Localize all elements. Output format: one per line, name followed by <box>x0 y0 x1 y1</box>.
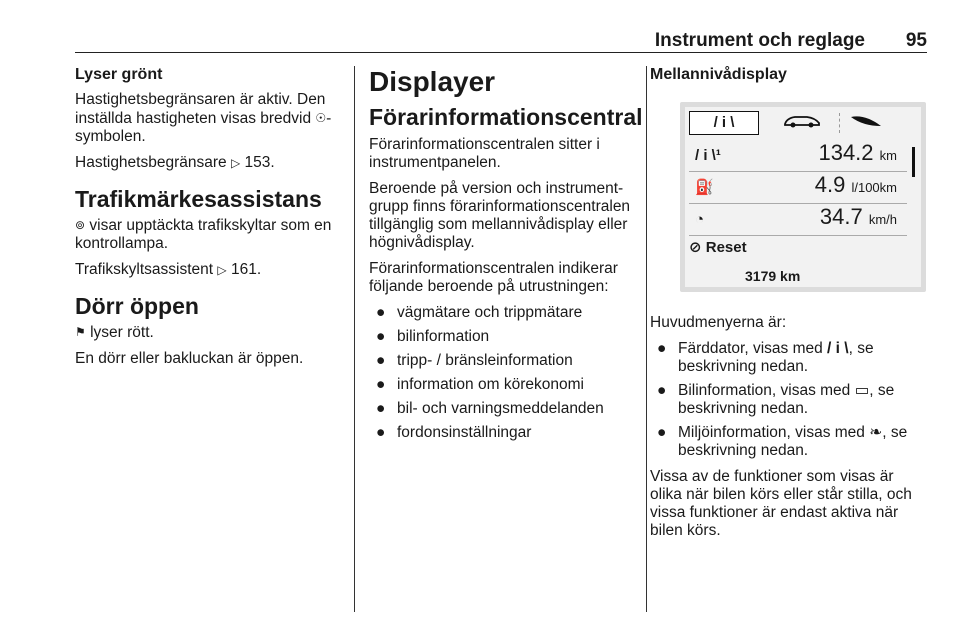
list-item: ● fordonsinställningar <box>376 424 532 441</box>
main-menu-list <box>650 340 928 460</box>
feature-list <box>369 304 637 442</box>
list-item: ● Färddator, visas med / i \, se beskrivning nedan. <box>657 340 874 375</box>
bullet: ● <box>376 424 386 441</box>
trip-icon: / i \¹ <box>695 147 721 164</box>
bullet: ● <box>657 424 667 441</box>
speed-limiter-icon: ☉ <box>315 111 327 125</box>
column-1 <box>75 66 343 376</box>
bullet: ● <box>376 352 386 369</box>
list-item: ● bilinformation <box>376 328 490 345</box>
column-2 <box>369 66 643 450</box>
paragraph: Vissa av de funktioner som visas är olika när bilen körs eller står stilla, och vissa funktioner är endast aktiva när bilen körs. <box>650 468 912 539</box>
list-item: ● bil- och varningsmeddelanden <box>376 400 604 417</box>
column-divider-2 <box>646 66 647 612</box>
heading-mellanniva: Mellannivådisplay <box>650 66 787 83</box>
paragraph: Förarinformationscentralen indikerar följande beroende på utrustningen: <box>369 260 618 295</box>
chapter-title: Instrument och reglage <box>654 30 865 51</box>
display-row-distance: / i \¹ 134.2 km <box>689 141 907 172</box>
list-item: ● Bilinformation, visas med ▭, se beskrivning nedan. <box>657 382 895 417</box>
paragraph: Trafikskyltsassistent ▷ 161. <box>75 261 262 278</box>
trip-distance-value: 134.2 <box>818 140 874 165</box>
display-scrollbar <box>912 147 915 177</box>
check-icon: ⊘ <box>689 239 702 256</box>
paragraph: Beroende på version och instrumentgrupp finns förarinformationscentralen tillgänglig som mellannivådisplay eller högnivådisplay. <box>369 180 631 251</box>
bullet: ● <box>376 304 386 321</box>
door-open-icon: ⚑ <box>75 325 86 339</box>
bullet: ● <box>657 340 667 357</box>
list-item: ● tripp- / bränsleinformation <box>376 352 573 369</box>
column-divider-1 <box>354 66 355 612</box>
leaf-icon <box>849 114 883 133</box>
paragraph: Förarinformationscentralen sitter i instrumentpanelen. <box>369 136 600 171</box>
page-ref-icon: ▷ <box>230 156 241 170</box>
leaf-icon: ❧ <box>869 424 883 441</box>
heading-forarinformation: Förarinformationscentral <box>369 104 643 130</box>
page-ref-link[interactable]: 161. <box>230 261 262 278</box>
page-ref-icon: ▷ <box>217 263 227 277</box>
car-icon: ▭ <box>854 382 870 399</box>
display-screen <box>685 107 921 287</box>
car-icon <box>783 114 821 133</box>
list-item: ● Miljöinformation, visas med ❧, se beskrivning nedan. <box>657 424 908 459</box>
column-3 <box>650 66 928 548</box>
page-header <box>75 30 927 54</box>
heading-trafikmarke: Trafikmärkesassistans <box>75 186 322 212</box>
header-rule <box>75 52 927 53</box>
traffic-sign-icon: ⊚ <box>75 218 86 232</box>
bullet: ● <box>376 328 386 345</box>
heading-lyser-gront: Lyser grönt <box>75 66 163 83</box>
paragraph: ⊚ visar upptäckta trafikskyltar som en kontrollampa. <box>75 217 332 252</box>
heading-displayer: Displayer <box>369 66 496 97</box>
paragraph: ⚑ lyser rött. <box>75 324 154 341</box>
display-row-speed: ◔ 34.7 km/h <box>689 205 907 236</box>
heading-dorr-oppen: Dörr öppen <box>75 293 199 319</box>
odometer-value: 3179 km <box>745 268 801 284</box>
bullet: ● <box>657 382 667 399</box>
reset-label: ⊘ Reset <box>689 239 747 256</box>
display-tabs <box>689 111 911 135</box>
display-row-fuel: ⛽ 4.9 l/100km <box>689 173 907 204</box>
display-illustration <box>680 102 926 292</box>
page-number: 95 <box>905 30 927 51</box>
average-speed-value: 34.7 <box>819 204 863 229</box>
paragraph: En dörr eller bakluckan är öppen. <box>75 350 304 367</box>
trip-computer-tab: / i \ <box>689 111 759 135</box>
list-item: ● vägmätare och trippmätare <box>376 304 583 321</box>
bullet: ● <box>376 376 386 393</box>
trip-computer-icon: / i \ <box>827 340 849 357</box>
fuel-consumption-value: 4.9 <box>814 172 846 197</box>
paragraph: Hastighetsbegränsaren är aktiv. Den inställda hastigheten visas bredvid ☉-symbolen. <box>75 91 332 145</box>
tab-separator <box>839 113 840 133</box>
paragraph: Huvudmenyerna är: <box>650 314 787 331</box>
list-item: ● information om körekonomi <box>376 376 584 393</box>
speedometer-icon: ◔ <box>695 211 705 228</box>
page-ref-link[interactable]: 153. <box>244 154 275 171</box>
fuel-pump-icon: ⛽ <box>695 179 714 196</box>
paragraph: Hastighetsbegränsare ▷ 153. <box>75 154 275 171</box>
bullet: ● <box>376 400 386 417</box>
